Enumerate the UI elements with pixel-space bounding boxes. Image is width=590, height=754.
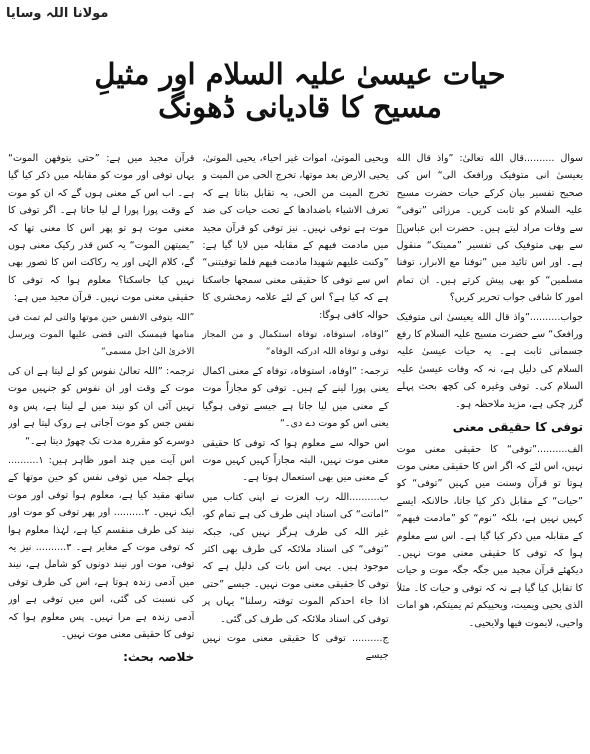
body-paragraph: قرآن مجید میں ہے: ”حتی یتوفھن الموت“ یہاں توفی اور موت کو مقابلہ میں ذکر کیا گیا ہے۔ اب اس کے معنی ہوں گے کہ ان کو موت کے وقت پورا پورا لے لیا جاتا ہے۔ اگر توفی کا معنی موت ہو تو پھر اس کا معنی تھا کہ ”یمیتھن الموت“ یہ کس قدر رکیک معنی ہوں گے، کلام الہٰی اور یہ رکاکت اس کا تصور بھی نہیں کیا جاسکتا؟ معلوم ہوا کہ توفی کا حقیقی معنی موت نہیں۔ قرآن مجید میں ہے: [8, 153, 195, 304]
arabic-quote: ”اوفاہ، استوفاہ، توفاہ استکمال و من المجاز توفی و توفاہ اللہ ادرکتہ الوفاہ“ [202, 329, 389, 358]
body-paragraph: الف..........”توفی“ کا حقیقی معنی موت نہیں، اس لئے کہ اگر اس کا حقیقی معنی موت ہوتا تو قرآن وسنت میں کہیں ”توفی“ کو ”حیات“ کے مقابل ذکر کیا جاتا، حالانکہ ایسے کہیں نہیں ہے، بلکہ ”نوم“ کو ”مادمت فیھم“ کے مقابلہ میں ذکر کیا گیا ہے۔ اس سے معلوم ہوا کہ توفی کا حقیقی معنی موت نہیں۔ دیکھئے قرآن مجید میں جگہ جگہ موت و حیات کا تقابل کیا گیا ہے نہ کہ توفی و حیات کا۔ مثلاً الذی یحیی ویمیت، ویحییکم ثم یمیتکم، ھو امات واحیی، لایموت فیھا ولایحیی۔ [396, 443, 583, 629]
column-middle [202, 150, 388, 748]
closing-subheading: خلاصہ بحث: [123, 650, 195, 665]
column-left [8, 150, 194, 748]
section-subheading: توفی کا حقیقی معنی [452, 420, 583, 435]
column-right [397, 150, 583, 748]
body-paragraph: ویحیی الموتیٰ، اموات غیر احیاء، یحیی الموتیٰ، یحیی الارض بعد موتھا، تخرج الحی من المیت و تخرج المیت من الحی، یہ تقابل بتاتا ہے کہ تعرف الاشیاء باضدادھا کے تحت حیات کی ضد موت ہے توفی نہیں۔ نیز توفی کو قرآن مجید میں مادمت فیھم کے مقابلہ میں لایا گیا ہے: ”وکنت علیھم شھیدا مادمت فیھم فلما توفیتنی“ اس سے توفی کا حقیقی معنی سمجھا جاسکتا ہے کہ کیا ہے؟ اس کے لئے علامہ زمخشری کا حوالہ کافی ہوگا: [202, 153, 389, 321]
translation-paragraph: ترجمہ: ”اوفاہ، استوفاہ، توفاہ کے معنی اکمال یعنی پورا لینے کے ہیں۔ توفی کو مجازاً موت کے معنی میں لیا جاتا ہے جیسے توفی ہوگیا یعنی اس کو موت دے دی۔“ [202, 365, 389, 430]
question-paragraph: سوال ..........قال الله تعالیٰ: ”واذ قال الله یعیسیٰ انی متوفیک ورافعک الی“ اس کی صحیح تفسیر بیان کرکے حیات حضرت مسیح علیہ السلام کو ثابت کریں۔ مرزائی ”توفی“ سے وفات مراد لیتے ہیں۔ حضرت ابن عباسؓ سے بھی متوفیک کی تفسیر ”ممیتک“ منقول ہے۔ اور اس تائید میں ”توفنا مع الابرار، توفنا مسلمین“ کو بھی پیش کرتے ہیں۔ ان تمام امور کا شافی جواب تحریر کریں؟ [396, 153, 583, 304]
author-name: مولانا اللہ وسایا [6, 6, 109, 21]
translation-paragraph: ترجمہ: ”اللہ تعالیٰ نفوس کو لے لیتا ہے ان کی موت کے وقت اور ان نفوس کو جنہیں موت نہیں آئی ان کو نیند میں لے لیتا ہے، پس وہ نفس جس کو موت آجاتی ہے روک لیتا ہے اور دوسرے کو مقررہ مدت تک چھوڑ دیتا ہے۔“ [8, 365, 195, 447]
arabic-quote: ”اللہ یتوفی الانفس حین موتھا والتی لم تمت فی منامھا فیمسک التی قضی علیھا الموت ویرسل الاخریٰ الیٰ اجل مسمی“ [8, 311, 195, 358]
article-headline: حیات عیسیٰ علیہ السلام اور مثیلِ مسیح کا قادیانی ڈھونگ [94, 57, 506, 125]
body-paragraph: اس حوالہ سے معلوم ہوا کہ توفی کا حقیقی معنی موت نہیں، البتہ مجازاً کہیں کہیں موت کے معنی میں بھی استعمال ہوتا ہے۔ [202, 437, 389, 484]
body-paragraph: ج.......... توفی کا حقیقی معنی موت نہیں جیسے [202, 632, 389, 662]
answer-paragraph: جواب..........”واذ قال الله یعیسیٰ انی متوفیک ورافعک“ سے حضرت مسیح علیہ السلام کا رفع جسمانی ثابت ہے۔ یہ حیات عیسیٰ علیہ السلام کی دلیل ہے، نہ کہ وفات عیسیٰ علیہ السلام کی۔ توفی وغیرہ کی کچھ بحث پہلے گزر چکی ہے، مزید ملاحظہ ہو۔ [396, 311, 583, 410]
article-columns [8, 150, 583, 748]
body-paragraph: ب..........اللہ رب العزت نے اپنی کتاب میں ”اماتت“ کی اسناد اپنی طرف کی ہے تمام کو، غیر اللہ کی طرف ہرگز نہیں کی، جبکہ ”توفی“ کی اسناد ملائکہ کی طرف بھی اکثر موجود ہیں۔ یہی اس بات کی دلیل ہے کہ توفی کا حقیقی معنی موت نہیں۔ جیسے ”حتی اذا جاء احدکم الموت توفتہ رسلنا“ یہاں پر توفی کی اسناد ملائکہ کی طرف کی گئی۔ [202, 491, 389, 625]
body-paragraph: اس آیت میں چند امور ظاہر ہیں: ۱.......... پہلے جملہ میں توفی نفس کو حین موتھا کے ساتھ مقید کیا ہے، معلوم ہوا توفی اور موت ایک نہیں۔ ۲.......... اور پھر توفی کو موت اور نیند کی طرف منقسم کیا ہے، لہٰذا معلوم ہوا کہ توفی موت کے مغایر ہے۔ ۳.......... نیز یہ توفی، موت اور نیند دونوں کو شامل ہے، نیند میں آدمی زندہ ہوتا ہے، اس کی طرف توفی کی نسبت کی گئی، اس میں توفی ہے اور آدمی زندہ ہے مرا نہیں۔ پس معلوم ہوا کہ توفی کا حقیقی معنی موت نہیں۔ [8, 454, 195, 640]
